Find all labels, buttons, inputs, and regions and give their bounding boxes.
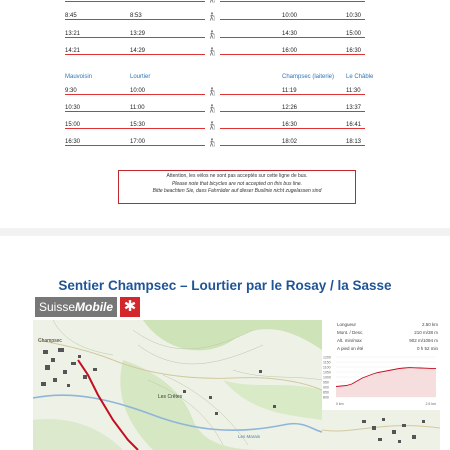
profile-y-tick: 1200 — [323, 355, 331, 360]
hiker-icon — [208, 87, 216, 96]
stat-value: 2.50 km — [421, 322, 438, 327]
row-divider — [220, 128, 365, 129]
le-chable-time: 13:37 — [346, 105, 362, 111]
timetable-row — [0, 87, 450, 96]
profile-y-tick: 800 — [323, 395, 329, 400]
bicycle-notice — [118, 170, 356, 204]
arrival-time: 14:29 — [130, 48, 146, 54]
hiker-icon — [208, 30, 216, 39]
departure-time: 13:21 — [65, 31, 81, 37]
hiker-icon — [208, 47, 216, 56]
header-mauvoisin: Mauvoisin — [65, 74, 93, 80]
hiker-icon — [208, 138, 216, 147]
arrival-time: 8:53 — [130, 13, 142, 19]
row-divider — [220, 37, 365, 38]
row-divider — [65, 111, 205, 112]
row-divider — [65, 128, 205, 129]
profile-y-tick: 1000 — [323, 375, 331, 380]
notice-english: Please note that bicycles are not accepted on this bus line. — [171, 180, 303, 187]
profile-y-tick: 900 — [323, 385, 329, 390]
profile-x-tick: 2.5 km — [425, 402, 436, 406]
profile-y-tick: 850 — [323, 390, 329, 395]
row-divider — [220, 145, 365, 146]
stat-value: 902 m/1094 m — [409, 338, 438, 343]
profile-y-tick: 1100 — [323, 365, 331, 370]
arrival-time: 13:29 — [130, 31, 146, 37]
le-chable-time: 15:00 — [346, 31, 362, 37]
row-divider — [220, 1, 365, 2]
champsec-time: 16:30 — [282, 122, 298, 128]
map-label-champsec: Champsec — [38, 338, 62, 344]
map-extension — [322, 410, 440, 450]
row-divider — [65, 94, 205, 95]
champsec-time: 16:00 — [282, 48, 298, 54]
notice-french: Attention, les vélos ne sont pas acceptés sur cette ligne de bus. — [166, 173, 308, 179]
timetable-row — [0, 47, 450, 56]
profile-y-tick: 1050 — [323, 370, 331, 375]
timetable-row — [0, 12, 450, 21]
arrival-time: 17:00 — [130, 139, 146, 145]
departure-time: 10:30 — [65, 105, 81, 111]
le-chable-time: 16:41 — [346, 122, 362, 128]
stat-label: Alt. min/max — [337, 338, 362, 343]
departure-time: 15:00 — [65, 122, 81, 128]
timetable-row — [0, 104, 450, 113]
trail-map — [33, 320, 322, 450]
row-divider — [65, 1, 205, 2]
arrival-time: 15:30 — [130, 122, 146, 128]
profile-x-tick: 0 km — [336, 402, 344, 406]
row-divider — [220, 94, 365, 95]
header-le-chable: Le Châble — [346, 74, 374, 80]
champsec-time: 10:00 — [282, 13, 298, 19]
le-chable-time: 18:13 — [346, 139, 362, 145]
logo-text-suisse: Suisse — [39, 300, 76, 314]
arrival-time: 11:00 — [130, 105, 145, 111]
map-label-les-cretes: Les Crêtes — [158, 394, 183, 400]
departure-time: 8:45 — [65, 13, 77, 19]
champsec-time: 12:26 — [282, 105, 298, 111]
timetable-row — [0, 0, 450, 3]
le-chable-time: 11:30 — [346, 88, 361, 94]
row-divider — [220, 54, 365, 55]
stat-label: Longueur — [337, 322, 357, 327]
stat-label: Mont. / Desc. — [337, 330, 364, 335]
champsec-time: 18:02 — [282, 139, 298, 145]
row-divider — [65, 54, 205, 55]
hiker-icon — [208, 121, 216, 130]
profile-y-tick: 1150 — [323, 360, 331, 365]
suissemobile-logo — [35, 297, 140, 317]
champsec-time: 11:19 — [282, 88, 297, 94]
header-champsec: Champsec (laiterie) — [282, 74, 335, 80]
row-divider — [220, 111, 365, 112]
header-lourtier: Lourtier — [130, 74, 151, 80]
le-chable-time: 16:30 — [346, 48, 362, 54]
departure-time: 9:30 — [65, 88, 77, 94]
row-divider — [65, 19, 205, 20]
row-divider — [65, 145, 205, 146]
row-divider — [65, 37, 205, 38]
departure-time: 16:30 — [65, 139, 81, 145]
elevation-profile — [322, 355, 440, 415]
timetable-row — [0, 30, 450, 39]
map-graphic — [33, 320, 322, 450]
notice-german: Bitte beachten Sie, dass Fahrräder auf dieser Buslinie nicht zugelassen sind — [152, 188, 322, 194]
timetable-row — [0, 138, 450, 147]
swiss-cross-icon: ✱ — [120, 297, 140, 317]
stat-label: A pied on été — [337, 346, 364, 351]
timetable-row — [0, 121, 450, 130]
arrival-time: 10:00 — [130, 88, 146, 94]
hiker-icon — [208, 12, 216, 21]
stat-value: 210 m/38 m — [414, 330, 438, 335]
stat-value: 0 h 52 min — [416, 346, 438, 351]
map-label-les-marais: Les Marais — [238, 434, 261, 439]
hiker-icon — [208, 0, 216, 3]
profile-y-tick: 950 — [323, 380, 329, 385]
departure-time: 14:21 — [65, 48, 81, 54]
hiker-icon — [208, 104, 216, 113]
row-divider — [220, 19, 365, 20]
trail-statistics — [322, 320, 440, 410]
page-title: Sentier Champsec – Lourtier par le Rosay / la Sasse — [58, 278, 392, 293]
logo-text-mobile: Mobile — [75, 300, 114, 314]
champsec-time: 14:30 — [282, 31, 298, 37]
le-chable-time: 10:30 — [346, 13, 362, 19]
